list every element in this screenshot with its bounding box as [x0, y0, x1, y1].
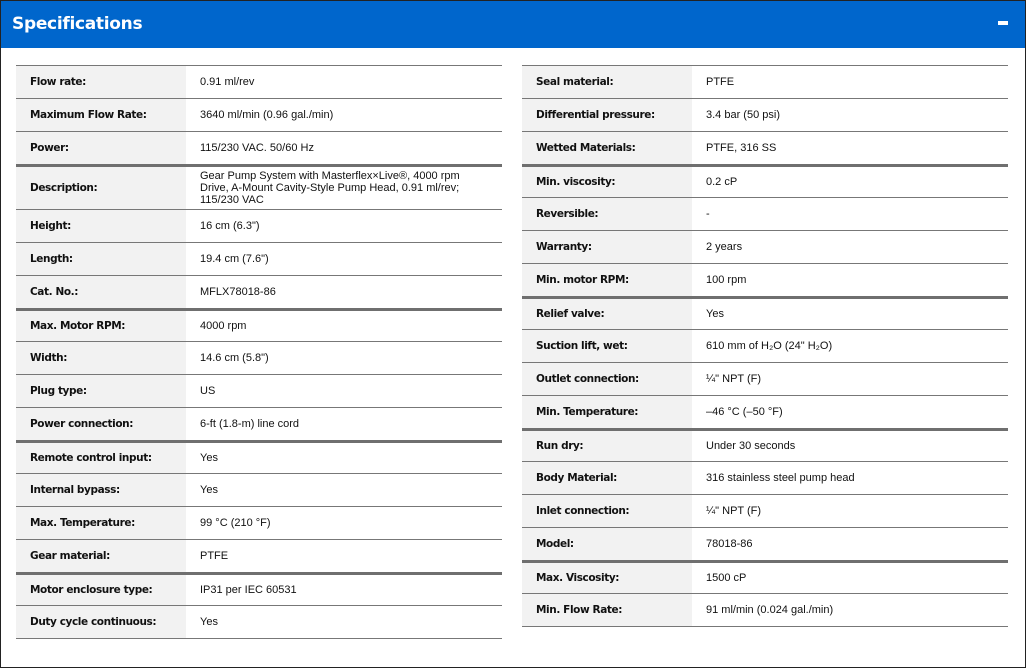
spec-label: Seal material: — [522, 66, 692, 99]
spec-row — [522, 594, 1008, 627]
spec-table-right — [522, 65, 1008, 627]
spec-value: PTFE — [692, 66, 1008, 99]
spec-value: 115/230 VAC. 50/60 Hz — [186, 132, 502, 166]
spec-row — [522, 132, 1008, 166]
spec-label: Inlet connection: — [522, 495, 692, 528]
spec-row — [16, 540, 502, 574]
spec-value: 3640 ml/min (0.96 gal./min) — [186, 99, 502, 132]
spec-row — [522, 396, 1008, 430]
spec-row — [16, 375, 502, 408]
spec-row — [16, 442, 502, 474]
spec-label: Description: — [16, 166, 186, 210]
spec-value: 78018-86 — [692, 528, 1008, 562]
spec-value: ¼" NPT (F) — [692, 363, 1008, 396]
spec-value: US — [186, 375, 502, 408]
spec-value: 1500 cP — [692, 562, 1008, 594]
spec-value: ¼" NPT (F) — [692, 495, 1008, 528]
spec-label: Flow rate: — [16, 66, 186, 99]
spec-label: Min. motor RPM: — [522, 264, 692, 298]
spec-value: MFLX78018-86 — [186, 276, 502, 310]
spec-label: Relief valve: — [522, 298, 692, 330]
spec-row — [16, 507, 502, 540]
spec-value: - — [692, 198, 1008, 231]
spec-label: Max. Temperature: — [16, 507, 186, 540]
spec-value: 99 °C (210 °F) — [186, 507, 502, 540]
minus-icon[interactable] — [998, 21, 1008, 25]
spec-label: Warranty: — [522, 231, 692, 264]
spec-row — [16, 132, 502, 166]
spec-value: Yes — [186, 606, 502, 639]
spec-label: Height: — [16, 210, 186, 243]
spec-row — [522, 198, 1008, 231]
spec-row — [522, 363, 1008, 396]
spec-label: Plug type: — [16, 375, 186, 408]
spec-label: Model: — [522, 528, 692, 562]
spec-row — [16, 243, 502, 276]
spec-label: Remote control input: — [16, 442, 186, 474]
spec-row — [16, 574, 502, 606]
spec-value: 6-ft (1.8-m) line cord — [186, 408, 502, 442]
spec-label: Differential pressure: — [522, 99, 692, 132]
spec-label: Maximum Flow Rate: — [16, 99, 186, 132]
spec-row — [16, 66, 502, 99]
spec-row — [522, 298, 1008, 330]
spec-value: PTFE — [186, 540, 502, 574]
spec-value: Yes — [186, 442, 502, 474]
spec-value: 0.2 cP — [692, 166, 1008, 198]
spec-row — [522, 430, 1008, 462]
spec-value: 19.4 cm (7.6") — [186, 243, 502, 276]
spec-label: Min. Flow Rate: — [522, 594, 692, 627]
spec-value: PTFE, 316 SS — [692, 132, 1008, 166]
spec-label: Motor enclosure type: — [16, 574, 186, 606]
spec-label: Length: — [16, 243, 186, 276]
spec-row — [522, 231, 1008, 264]
spec-value: 14.6 cm (5.8") — [186, 342, 502, 375]
spec-value: 0.91 ml/rev — [186, 66, 502, 99]
spec-value: 316 stainless steel pump head — [692, 462, 1008, 495]
spec-label: Max. Motor RPM: — [16, 310, 186, 342]
spec-value: 3.4 bar (50 psi) — [692, 99, 1008, 132]
spec-value: Yes — [186, 474, 502, 507]
spec-value: Yes — [692, 298, 1008, 330]
spec-value: Under 30 seconds — [692, 430, 1008, 462]
spec-row — [16, 310, 502, 342]
spec-row — [522, 495, 1008, 528]
spec-label: Min. Temperature: — [522, 396, 692, 430]
spec-row — [16, 408, 502, 442]
spec-label: Body Material: — [522, 462, 692, 495]
spec-row — [522, 264, 1008, 298]
spec-value: 91 ml/min (0.024 gal./min) — [692, 594, 1008, 627]
spec-label: Outlet connection: — [522, 363, 692, 396]
spec-label: Wetted Materials: — [522, 132, 692, 166]
panel-header[interactable] — [1, 1, 1025, 48]
panel-title: Specifications — [12, 14, 143, 34]
spec-row — [522, 99, 1008, 132]
spec-label: Max. Viscosity: — [522, 562, 692, 594]
spec-label: Duty cycle continuous: — [16, 606, 186, 639]
spec-row — [16, 166, 502, 210]
spec-row — [522, 462, 1008, 495]
spec-label: Gear material: — [16, 540, 186, 574]
spec-table-left — [16, 65, 502, 639]
spec-value: 4000 rpm — [186, 310, 502, 342]
spec-label: Run dry: — [522, 430, 692, 462]
spec-row — [16, 210, 502, 243]
spec-row — [522, 66, 1008, 99]
spec-row — [16, 276, 502, 310]
spec-row — [16, 99, 502, 132]
spec-label: Power: — [16, 132, 186, 166]
spec-label: Min. viscosity: — [522, 166, 692, 198]
spec-value: –46 °C (–50 °F) — [692, 396, 1008, 430]
spec-label: Cat. No.: — [16, 276, 186, 310]
spec-value: 2 years — [692, 231, 1008, 264]
spec-label: Power connection: — [16, 408, 186, 442]
spec-row — [522, 528, 1008, 562]
spec-label: Internal bypass: — [16, 474, 186, 507]
spec-row — [16, 474, 502, 507]
spec-row — [522, 562, 1008, 594]
spec-label: Reversible: — [522, 198, 692, 231]
spec-value: 610 mm of H₂O (24" H₂O) — [692, 330, 1008, 363]
spec-label: Suction lift, wet: — [522, 330, 692, 363]
spec-row — [16, 342, 502, 375]
spec-value: Gear Pump System with Masterflex×Live®, 4000 rpm Drive, A-Mount Cavity-Style Pump Head, 0.91 ml/rev; 115/230 VAC — [186, 166, 502, 210]
spec-value: 100 rpm — [692, 264, 1008, 298]
spec-row — [522, 330, 1008, 363]
spec-row — [522, 166, 1008, 198]
spec-label: Width: — [16, 342, 186, 375]
spec-value: 16 cm (6.3") — [186, 210, 502, 243]
spec-value: IP31 per IEC 60531 — [186, 574, 502, 606]
spec-row — [16, 606, 502, 639]
